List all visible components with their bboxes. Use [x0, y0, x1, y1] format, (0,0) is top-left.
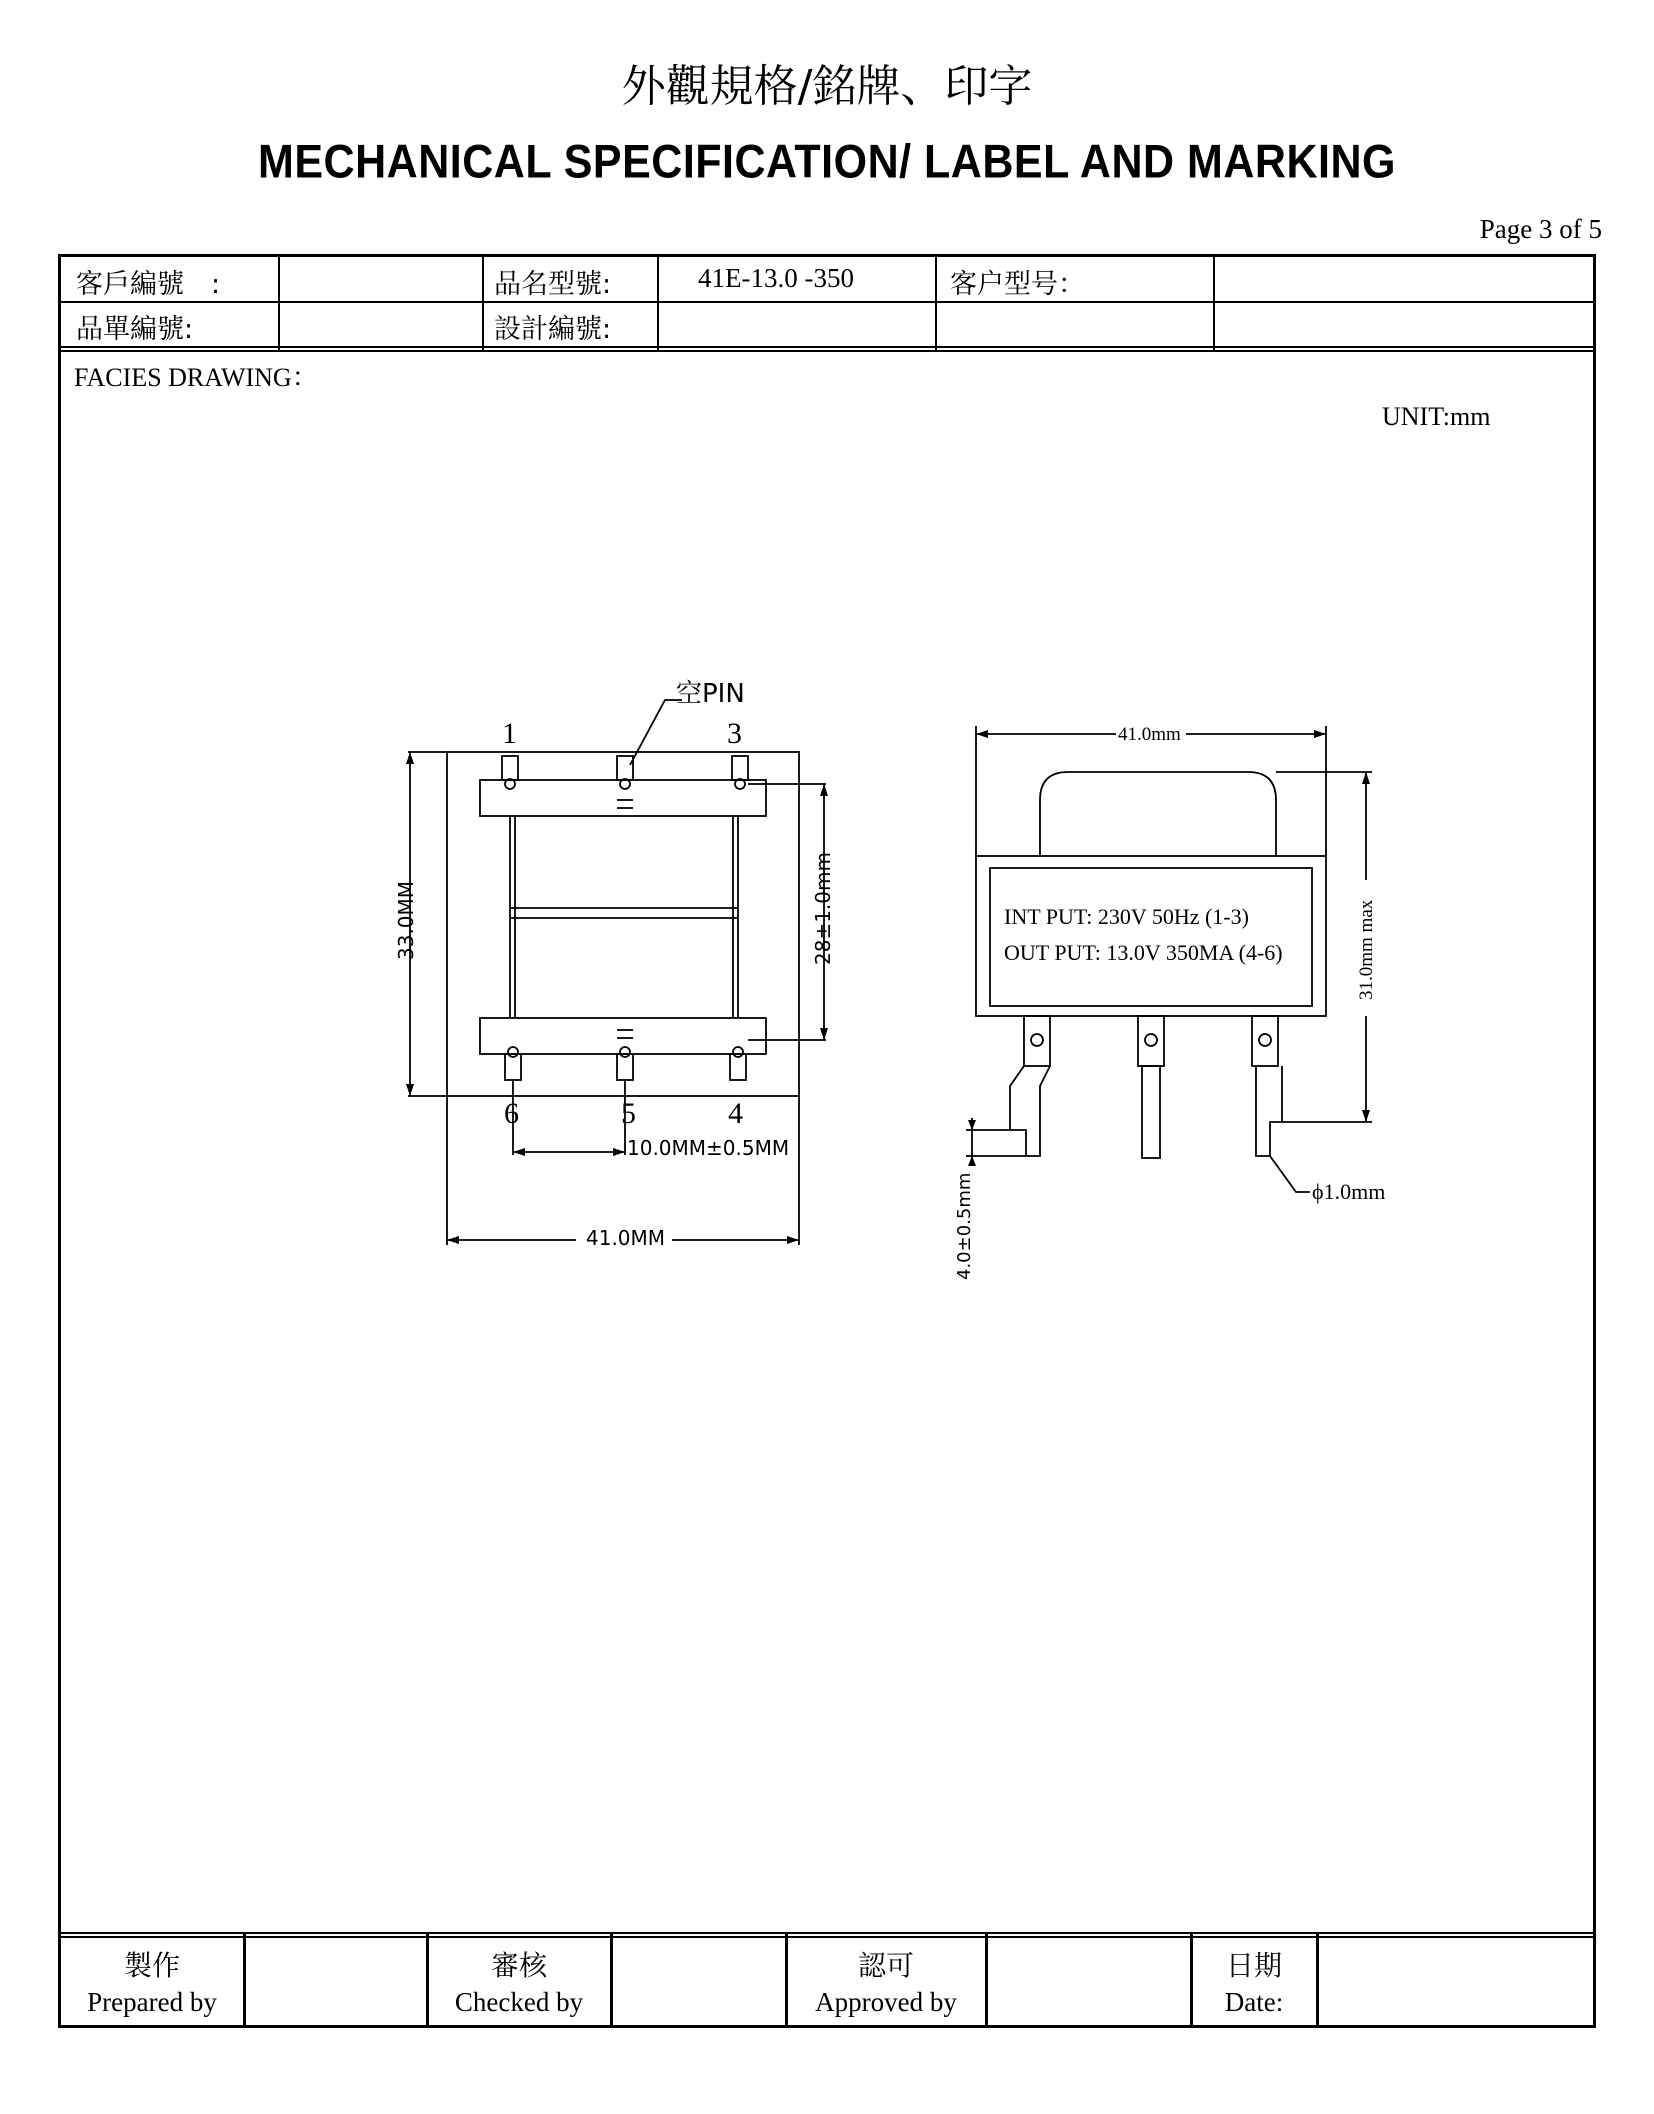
pin-label-6: 6: [504, 1097, 519, 1130]
footer-col-divider: [1316, 1934, 1319, 2026]
design-no-label: 設計編號:: [494, 314, 612, 345]
footer-col-divider: [243, 1934, 246, 2026]
footer-top-double: [58, 1936, 1596, 1938]
transformer-cover: [1040, 772, 1276, 856]
customer-model-label: 客户型号：: [950, 269, 1085, 300]
pin-label-1: 1: [502, 717, 517, 750]
transformer-housing: [976, 856, 1326, 1016]
footer-col-divider: [610, 1934, 613, 2026]
side-height-dimension: 31.0mm max: [1356, 899, 1377, 1000]
upper-flange: [480, 780, 766, 816]
top-pins: [502, 756, 748, 808]
document-title-english: MECHANICAL SPECIFICATION/ LABEL AND MARKING: [258, 135, 1396, 189]
pin-diameter-dimension: ϕ1.0mm: [1312, 1179, 1386, 1204]
pin-label-5: 5: [621, 1097, 636, 1130]
prepared-label-en: Prepared by: [87, 1987, 217, 2017]
pin-label-3: 3: [727, 717, 742, 750]
prepared-label-cn: 製作: [123, 1949, 180, 1982]
side-width-dimension: 41.0mm: [1118, 724, 1181, 745]
pin-span-dimension: 28±1.0mm: [811, 852, 835, 965]
rating-label-output: OUT PUT: 13.0V 350MA (4-6): [1004, 940, 1283, 965]
product-model-label: 品名型號:: [494, 269, 612, 300]
empty-pin-label: 空PIN: [676, 679, 745, 709]
side-pins: [1010, 1016, 1282, 1158]
date-label-en: Date:: [1224, 1987, 1284, 2017]
checked-label-cn: 審核: [490, 1949, 547, 1982]
checked-label-en: Checked by: [454, 1987, 584, 2017]
rating-label-input: INT PUT: 230V 50Hz (1-3): [1004, 904, 1249, 929]
unit-label: UNIT:mm: [1382, 402, 1491, 431]
rating-label-box: [990, 868, 1312, 1006]
top-width-dimension: 41.0MM: [586, 1226, 666, 1250]
date-label-cn: 日期: [1225, 1949, 1282, 1982]
order-no-label: 品單編號:: [76, 314, 194, 345]
approved-label-cn: 認可: [857, 1949, 914, 1982]
customer-no-label: 客戶編號 :: [76, 269, 221, 300]
transformer-top-view: [408, 700, 826, 1245]
approved-label-en: Approved by: [815, 1987, 957, 2017]
pin-pitch-dimension: 10.0MM±0.5MM: [627, 1136, 790, 1160]
footer-col-divider: [985, 1934, 988, 2026]
pin-length-dimension: 4.0±0.5mm: [954, 1172, 975, 1280]
bottom-pins: [505, 1030, 746, 1080]
facies-drawing-label: FACIES DRAWING：: [74, 363, 318, 392]
height-dimension: 33.0MM: [394, 880, 418, 960]
page-number: Page 3 of 5: [1479, 214, 1602, 244]
top-view-outline: [447, 752, 799, 1096]
pin-label-4: 4: [728, 1097, 743, 1130]
product-model-value: 41E-13.0 -350: [698, 263, 854, 293]
footer-top: [58, 1932, 1596, 1934]
lower-flange: [480, 1018, 766, 1054]
document-title-chinese: 外觀規格/銘牌、印字: [621, 61, 1033, 112]
